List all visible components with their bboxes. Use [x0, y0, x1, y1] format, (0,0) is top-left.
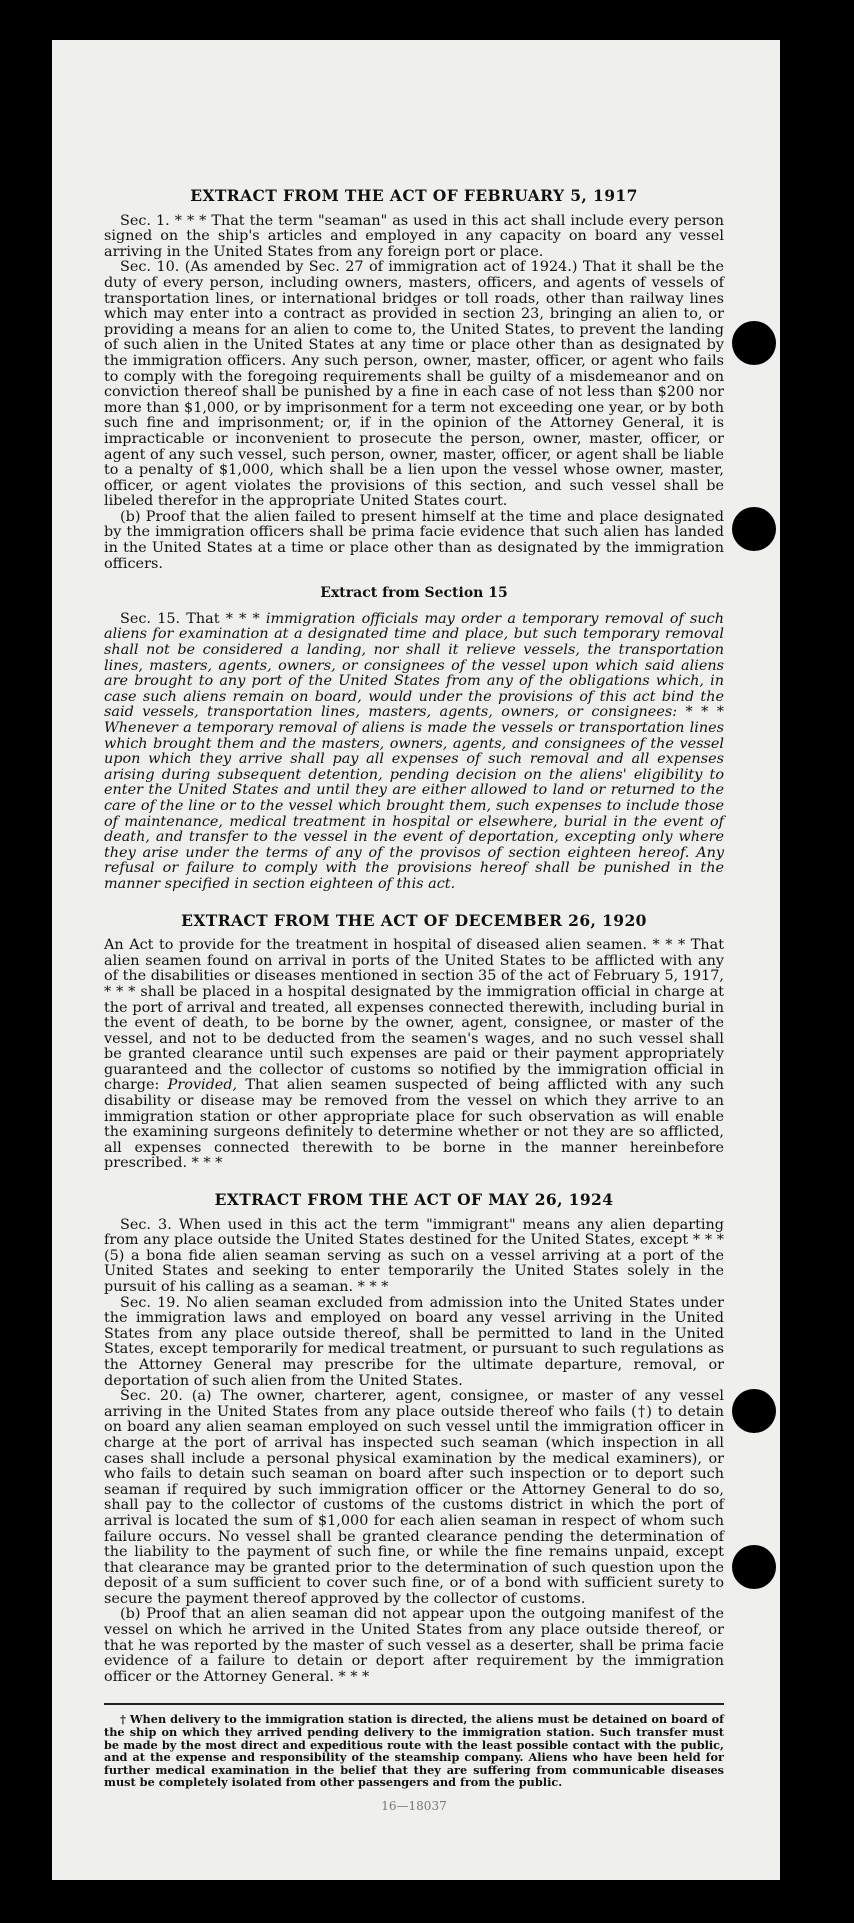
- act-1920-body: [104, 938, 724, 1172]
- footnote: † When delivery to the immigration station is directed, the aliens must be detained on board of the ship on which they arrived pending delivery to the immigration station. Such transfer must be made by the most direct and expeditious route with the least possible contact with the public, and at the expense and responsibility of the steamship company. Aliens who have been held for further medical examination in the belief that they are suffering from communicable diseases must be completely isolated from other passengers and from the public.: [104, 1712, 724, 1790]
- heading-act-1924: EXTRACT FROM THE ACT OF MAY 26, 1924: [214, 1190, 614, 1210]
- heading-act-1920: EXTRACT FROM THE ACT OF DECEMBER 26, 1920: [181, 910, 647, 930]
- section-10: Sec. 10. (As amended by Sec. 27 of immigration act of 1924.) That it shall be the duty of every person, including owners, masters, officers, and agents of vessels of transportation lines, or international bridges or toll roads, other than railway lines which may enter into a contract as provided in section 23, bringing an alien to, or providing a means for an alien to come to, the United States, to prevent the landing of such alien in the United States at any time or place other than as designated by the immigration officers. Any such person, owner, master, officer, or agent who fails to comply with the foregoing requirements shall be guilty of a misdemeanor and on conviction thereof shall be punished by a fine in each case of not less than $200 nor more than $1,000, or by imprisonment for a term not exceeding one year, or by both such fine and imprisonment; or, if in the opinion of the Attorney General, it is impracticable or inconvenient to prosecute the person, owner, master, officer, or agent of any such vessel, such person, owner, master, officer, or agent shall be liable to a penalty of $1,000, which shall be a lien upon the vessel whose owner, master, officer, or agent violates the provisions of this section, and such vessel shall be libeled therefor in the appropriate United States court.: [104, 259, 724, 510]
- section-20-b: (b) Proof that an alien seaman did not appear upon the outgoing manifest of the vessel on which he arrived in the United States from any place outside thereof, or that he was reported by the master of such vessel as a deserter, shall be prima facie evidence of a failure to detain or deport after requirement by the immigration officer or the Attorney General. * * *: [104, 1606, 724, 1685]
- section-3: Sec. 3. When used in this act the term "immigrant" means any alien departing from any place outside the United States destined for the United States, except * * * (5) a bona fide alien seaman serving as such on a vessel arriving at a port of the United States and seeking to enter temporarily the United States solely in the pursuit of his calling as a seaman. * * *: [104, 1216, 724, 1295]
- section-20-a: Sec. 20. (a) The owner, charterer, agent, consignee, or master of any vessel arriving in the United States from any place outside thereof who fails (†) to detain on board any alien seaman employed on such vessel until the immigration officer in charge at the port of arrival has inspected such seaman (which inspection in all cases shall include a personal physical examination by the medical examiners), or who fails to detain such seaman on board after such inspection or to deport such seaman if required by such immigration officer or the Attorney General to do so, shall pay to the collector of customs of the customs district in which the port of arrival is located the sum of $1,000 for each alien seaman in respect of whom such failure occurs. No vessel shall be granted clearance pending the determination of the liability to the payment of such fine, or while the fine remains unpaid, except that clearance may be granted prior to the determination of such question upon the deposit of a sum sufficient to cover such fine, or of a bond with sufficient surety to secure the payment thereof approved by the collector of customs.: [104, 1388, 724, 1607]
- provided-label: Provided,: [167, 1077, 238, 1094]
- section-15-prefix: Sec. 15. That * * *: [120, 610, 260, 627]
- punch-hole-top-2: [732, 507, 776, 551]
- heading-section-15: Extract from Section 15: [320, 585, 508, 602]
- section-19: Sec. 19. No alien seaman excluded from admission into the United States under the immigration laws and employed on board any vessel arriving in the United States from any place outside thereof, shall be permitted to land in the United States, except temporarily for medical treatment, or pursuant to such regulations as the Attorney General may prescribe for the ultimate departure, removal, or deportation of such alien from the United States.: [104, 1294, 724, 1389]
- footnote-divider: [104, 1703, 724, 1705]
- punch-hole-top-1: [732, 321, 776, 365]
- document-body: [104, 188, 724, 1815]
- section-1: Sec. 1. * * * That the term "seaman" as used in this act shall include every person signed on the ship's articles and employed in any capacity on board any vessel arriving in the United States from any foreign port or place.: [104, 212, 724, 260]
- act-1920-text: An Act to provide for the treatment in hospital of diseased alien seamen. * * * That alien seamen found on arrival in ports of the United States to be afflicted with any of the disabilities or diseases mentioned in section 35 of the act of February 5, 1917, * * * shall be placed in a hospital designated by the immigration official in charge at the port of arrival and treated, all expenses connected therewith, including burial in the event of death, to be borne by the owner, agent, consignee, or master of the vessel, and not to be deducted from the seamen's wages, and no such vessel shall be granted clearance until such expenses are paid or their payment appropriately guaranteed and the collector of customs so notified by the immigration official in charge:: [104, 937, 724, 1094]
- punch-hole-bottom-2: [732, 1545, 776, 1589]
- section-15-text: immigration officials may order a temporary removal of such aliens for examination at a designated time and place, but such temporary removal shall not be considered a landing, nor shall it relieve vessels, the transportation lines, masters, agents, owners, or consignees of the vessel upon which said aliens are brought to any port of the United States from any of the obligations which, in case such aliens remain on board, would under the provisions of this act bind the said vessels, transportation lines, masters, agents, owners, or consignees: * * * Whenever a temporary removal of aliens is made the vessels or transportation lines which brought them and the masters, owners, agents, and consignees of the vessel upon which they arrive shall pay all expenses of such removal and all expenses arising during subsequent detention, pending decision on the aliens' eligibility to enter the United States and until they are either allowed to land or returned to the care of the line or to the vessel which brought them, such expenses to include those of maintenance, medical treatment in hospital or elsewhere, burial in the event of death, and transfer to the vessel in the event of deportation, excepting only where they arise under the terms of any of the provisos of section eighteen hereof. Any refusal or failure to comply with the provisions hereof shall be punished in the manner specified in section eighteen of this act.: [104, 610, 724, 892]
- heading-act-1917: EXTRACT FROM THE ACT OF FEBRUARY 5, 1917: [190, 186, 638, 205]
- section-15: [104, 612, 724, 893]
- punch-hole-bottom-1: [732, 1389, 776, 1433]
- document-page: [52, 40, 780, 1880]
- act-1920-text-tail: That alien seamen suspected of being afflicted with any such disability or disease may be removed from the vessel on which they arrive to an immigration station or other appropriate place for such observation as will enable the examining surgeons definitely to determine whether or not they are so afflicted, all expenses connected therewith to be borne in the manner hereinbefore prescribed. * * *: [104, 1077, 725, 1172]
- form-number: 16—18037: [381, 1799, 447, 1813]
- section-10-b: (b) Proof that the alien failed to present himself at the time and place designated by the immigration officers shall be prima facie evidence that such alien has landed in the United States at a time or place other than as designated by the immigration officers.: [104, 508, 724, 572]
